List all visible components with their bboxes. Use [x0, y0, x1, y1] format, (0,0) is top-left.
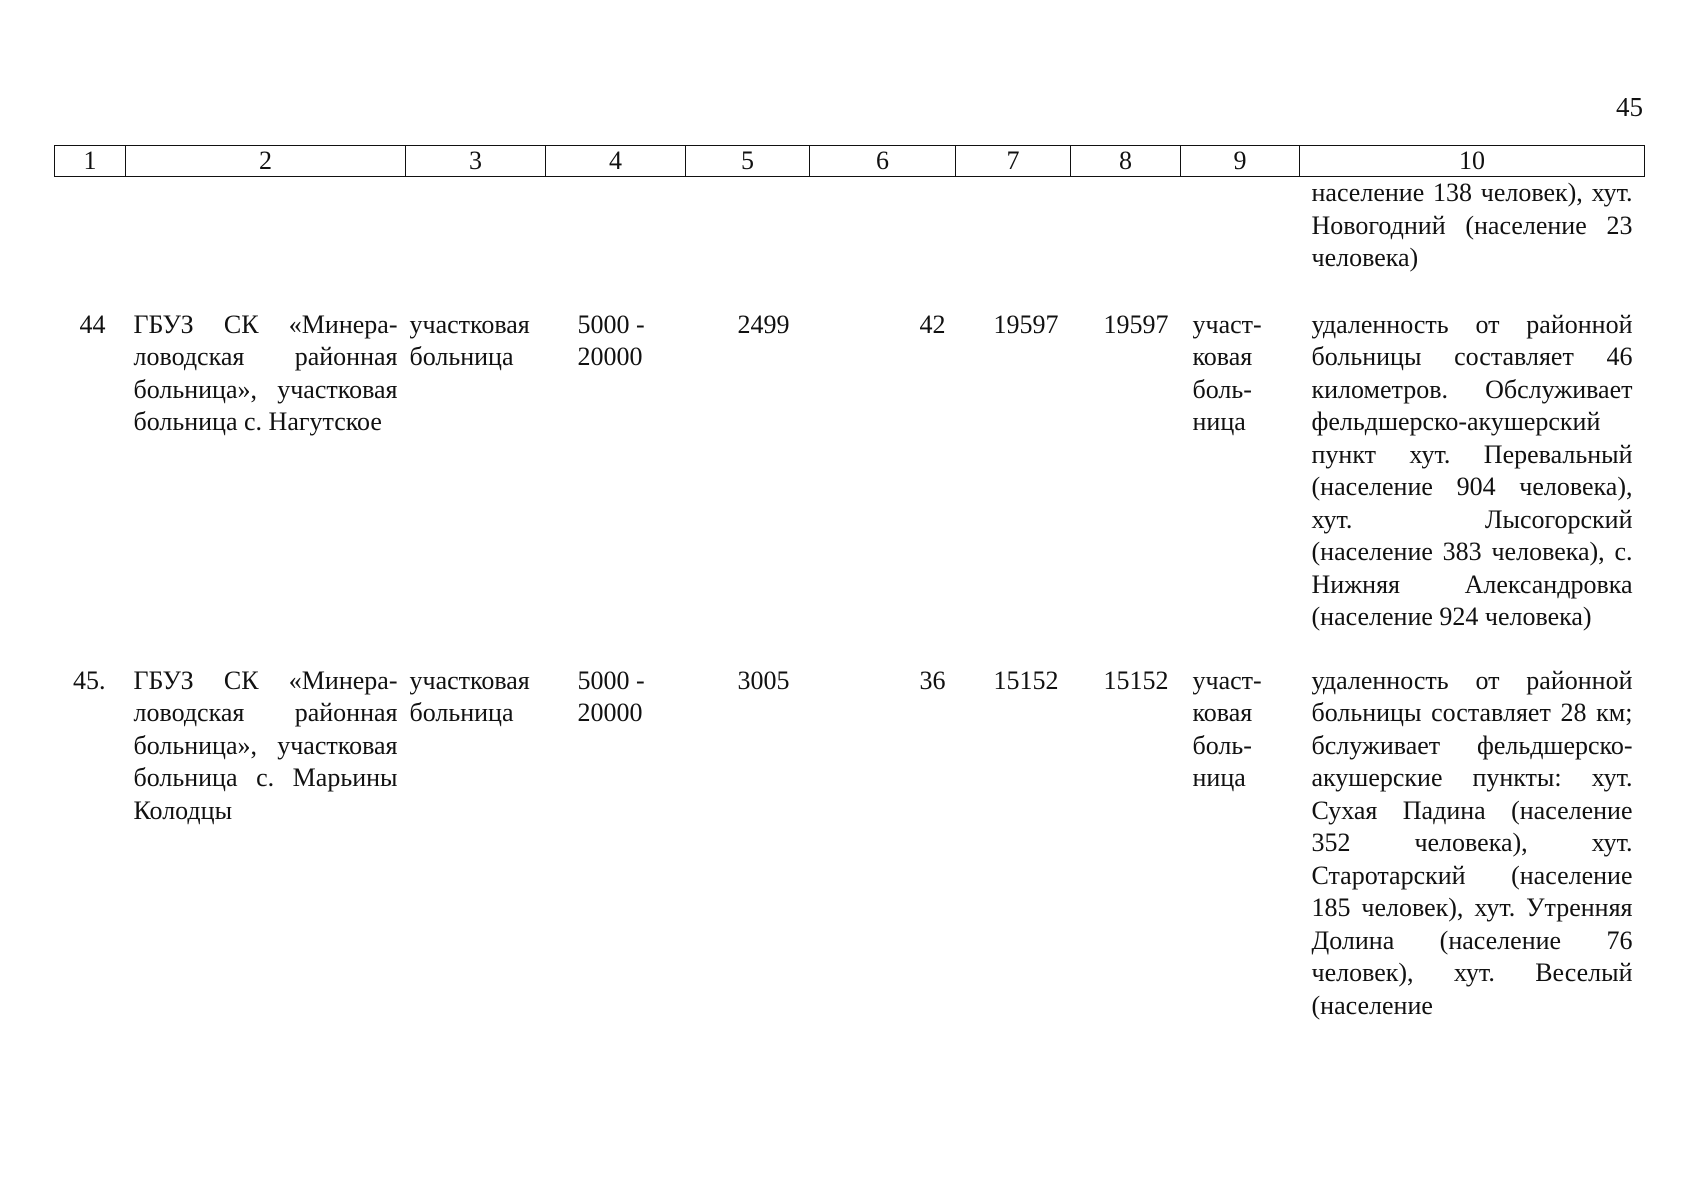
cell-col6 — [810, 177, 956, 275]
table-row-continuation — [55, 177, 1645, 275]
column-header-1: 1 — [55, 146, 126, 177]
cell-col5: 3005 — [737, 665, 790, 695]
cell-col8 — [1071, 177, 1181, 275]
cell-population-range: 5000 - 20000 — [577, 309, 645, 371]
cell-type: участковая больница — [409, 309, 530, 371]
cell-type: участковая больница — [409, 665, 530, 727]
cell-category — [1181, 177, 1300, 275]
cell-institution: ГБУЗ СК «Минераловодская районная больница», участковая больница с. Нагутское — [133, 309, 398, 436]
facilities-table — [54, 145, 1645, 1022]
column-header-2: 2 — [126, 146, 406, 177]
cell-col7: 19597 — [993, 309, 1059, 339]
cell-notes: удаленность от районной больницы составляет 28 км; бслуживает фельдшерско-акушерские пункты: хут. Сухая Падина (население 352 человека), хут. Старотарский (население 185 человек), хут. Утренняя Долина (население 76 человек), хут. Веселый (население — [1311, 665, 1633, 1020]
cell-col7 — [956, 177, 1071, 275]
cell-col6: 36 — [919, 665, 946, 695]
table-row — [55, 634, 1645, 1023]
cell-col7: 15152 — [993, 665, 1059, 695]
cell-col5 — [686, 177, 810, 275]
cell-institution: ГБУЗ СК «Минераловодская районная больница», участковая больница с. Марьины Колодцы — [133, 665, 398, 825]
page-number: 45 — [1616, 92, 1643, 122]
column-header-10: 10 — [1300, 146, 1645, 177]
cell-population-range — [546, 177, 686, 275]
cell-col5: 2499 — [737, 309, 790, 339]
cell-number: 44 — [79, 309, 106, 339]
cell-type — [406, 177, 546, 275]
cell-notes: удаленность от районной больницы составляет 46 километров. Обслуживает фельдшерско-акушерский пункт хут. Перевальный (население 904 человека), хут. Лысогорский (население 383 человека), с. Нижняя Александровка (население 924 человека) — [1311, 309, 1633, 631]
column-number-header-row — [55, 146, 1645, 177]
column-header-5: 5 — [686, 146, 810, 177]
cell-number: 45. — [73, 665, 106, 695]
cell-institution — [126, 177, 406, 275]
cell-number — [55, 177, 126, 275]
cell-col8: 19597 — [1103, 309, 1169, 339]
column-header-8: 8 — [1071, 146, 1181, 177]
column-header-4: 4 — [546, 146, 686, 177]
cell-category: участковая больница — [1192, 665, 1262, 792]
column-header-9: 9 — [1181, 146, 1300, 177]
column-header-3: 3 — [406, 146, 546, 177]
cell-notes: население 138 человек), хут. Новогодний (население 23 человека) — [1311, 178, 1633, 272]
table-row — [55, 275, 1645, 634]
cell-population-range: 5000 - 20000 — [577, 665, 645, 727]
cell-col8: 15152 — [1103, 665, 1169, 695]
column-header-6: 6 — [810, 146, 956, 177]
cell-category: участковая больница — [1192, 309, 1262, 436]
column-header-7: 7 — [956, 146, 1071, 177]
cell-col6: 42 — [919, 309, 946, 339]
